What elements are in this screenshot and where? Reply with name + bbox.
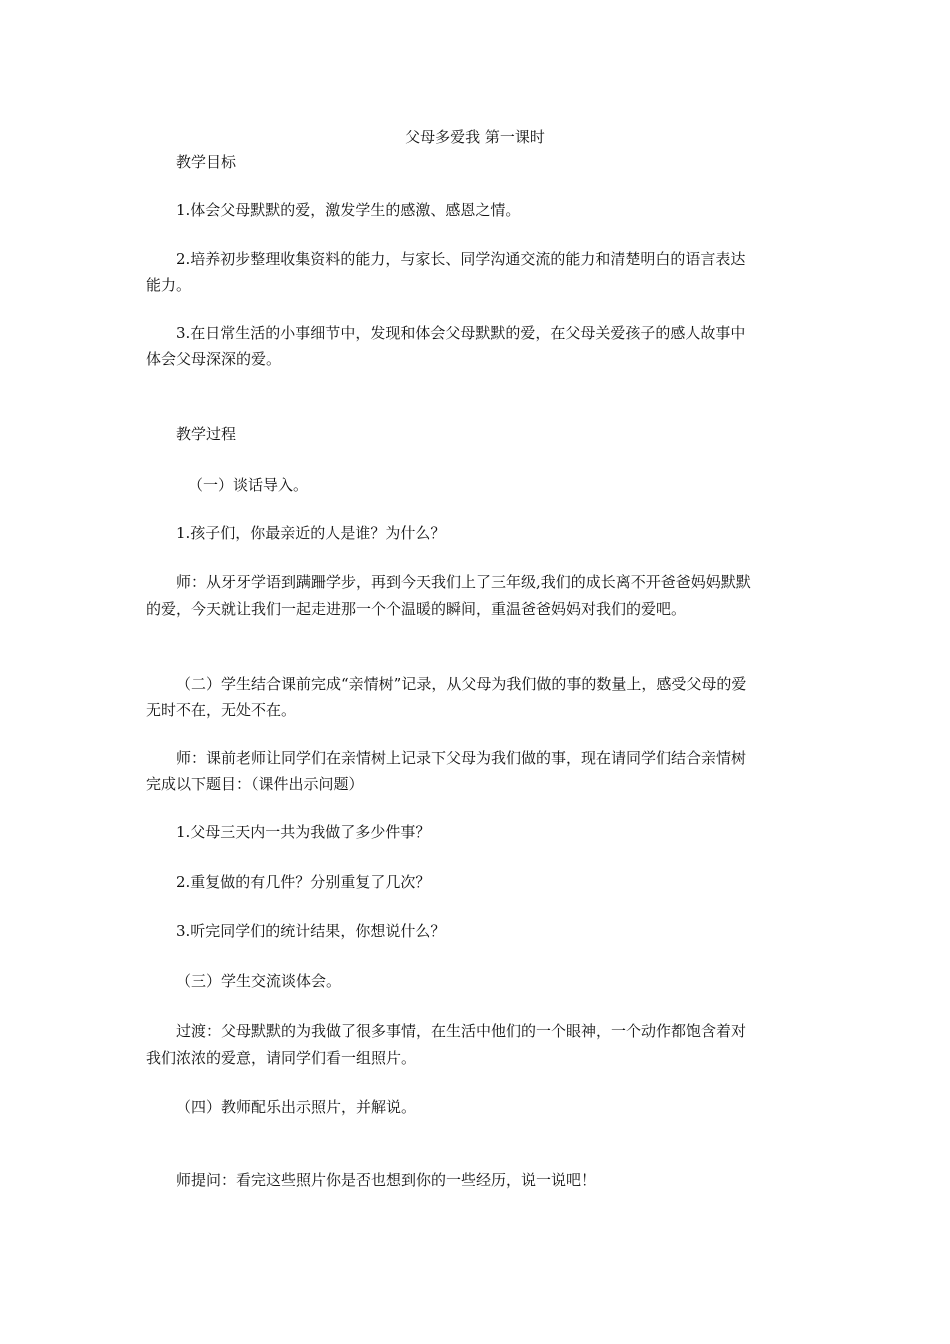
process-heading: 教学过程 [176,425,237,443]
teacher-1-line-1: 师：从牙牙学语到蹒跚学步，再到今天我们上了三年级,我们的成长离不开爸爸妈妈默默 [176,573,751,591]
question-1: 1.孩子们，你最亲近的人是谁？为什么？ [176,524,446,542]
teacher-1-line-2: 的爱，今天就让我们一起走进那一个个温暖的瞬间，重温爸爸妈妈对我们的爱吧。 [146,600,687,618]
part-4-heading: （四）教师配乐出示照片，并解说。 [176,1098,417,1116]
part-2-line-1: （二）学生结合课前完成“亲情树”记录，从父母为我们做的事的数量上，感受父母的爱 [176,675,747,693]
part-2-line-2: 无时不在，无处不在。 [146,701,297,719]
goal-2-line-2: 能力。 [146,276,192,294]
teacher-2-line-1: 师：课前老师让同学们在亲情树上记录下父母为我们做的事，现在请同学们结合亲情树 [176,749,747,767]
document-title: 父母多爱我 第一课时 [405,128,545,146]
goal-2-line-1: 2.培养初步整理收集资料的能力，与家长、同学沟通交流的能力和清楚明白的语言表达 [176,250,746,268]
goals-heading: 教学目标 [176,153,237,171]
goal-3-line-2: 体会父母深深的爱。 [146,350,282,368]
transition-line-2: 我们浓浓的爱意，请同学们看一组照片。 [146,1049,417,1067]
part-2-question-1: 1.父母三天内一共为我做了多少件事？ [176,823,431,841]
part-2-question-3: 3.听完同学们的统计结果，你想说什么？ [176,922,446,940]
part-1-heading: （一）谈话导入。 [188,476,309,494]
goal-1: 1.体会父母默默的爱，激发学生的感激、感恩之情。 [176,201,521,219]
goal-3-line-1: 3.在日常生活的小事细节中，发现和体会父母默默的爱，在父母关爱孩子的感人故事中 [176,324,746,342]
teacher-3: 师提问：看完这些照片你是否也想到你的一些经历，说一说吧！ [176,1171,597,1189]
transition-line-1: 过渡：父母默默的为我做了很多事情，在生活中他们的一个眼神，一个动作都饱含着对 [176,1022,747,1040]
part-3-heading: （三）学生交流谈体会。 [176,972,342,990]
teacher-2-line-2: 完成以下题目：（课件出示问题） [146,775,364,793]
part-2-question-2: 2.重复做的有几件？分别重复了几次？ [176,873,431,891]
